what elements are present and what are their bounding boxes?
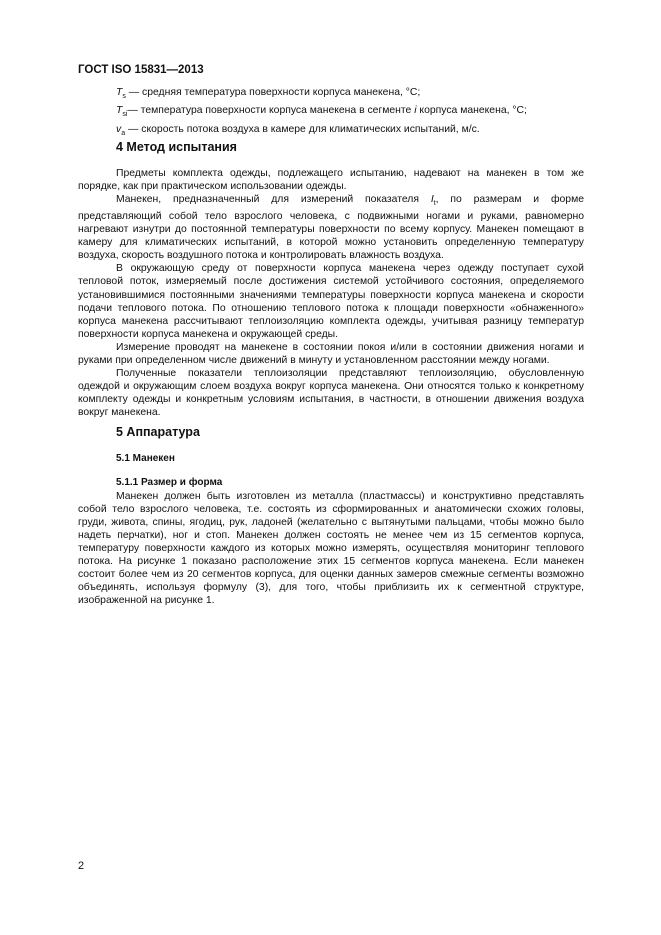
definition-ts: $T_s$ — средняя температура поверхности корпуса манекена, °С; xyxy=(116,87,421,101)
subsection-5-1-heading: 5.1 Манекен xyxy=(116,453,175,464)
definition-va: $v_a$ — скорость потока воздуха в камере для климатических испытаний, м/с. xyxy=(116,123,480,137)
subsection-5-1-1-heading: 5.1.1 Размер и форма xyxy=(116,477,223,488)
section-4-heading: 4 Метод испытания xyxy=(116,140,237,154)
definition-tsi: $T_{si}—$ температура поверхности корпуса манекена в сегменте i корпуса манекена, °С; xyxy=(116,105,527,119)
section-5-heading: 5 Аппаратура xyxy=(116,425,200,439)
paragraph: Манекен, предназначенный для измерений показателя $I_t$, по размерам и форме представляющий собой тело взрослого человека, с подвижными ногами и руками, равномерно нагревают изнутри до постоянной температуры поверхности по всему корпусу. Манекен помещают в камеру для климатических испытаний, в которой можно установить определенную температуру воздуха, скорость воздушного потока и контролировать влажность воздуха. xyxy=(78,194,584,262)
document-header: ГОСТ ISO 15831—2013 xyxy=(78,64,204,76)
paragraph: Измерение проводят на манекене в состоянии покоя и/или в состоянии движения ногами и руками при определенном числе движений в минуту и установленном расстоянии между ногами. xyxy=(78,341,584,366)
paragraph: Полученные показатели теплоизоляции представляют теплоизоляцию, обусловленную одеждой и окружающим слоем воздуха вокруг корпуса манекена. Они относятся только к конкретному комплекту одежды и конкретным условиям испытания, в частности, в отношении движения воздуха вокруг манекена. xyxy=(78,367,584,418)
paragraph: В окружающую среду от поверхности корпуса манекена через одежду поступает сухой тепловой поток, измеряемый после достижения системой устойчивого состояния, определяемого установившимися постоянными значениями температуры поверхности корпуса манекена и скорости подачи теплового потока. По отношению теплового потока к площади поверхности «обнаженного» корпуса манекена рассчитывают теплоизоляцию комплекта одежды, учитывая разницу температур поверхности корпуса манекена и окружающей среды. xyxy=(78,263,584,340)
paragraph: Предметы комплекта одежды, подлежащего испытанию, надевают на манекен в том же порядке, как при практическом использовании одежды. xyxy=(78,168,584,193)
paragraph: Манекен должен быть изготовлен из металла (пластмассы) и конструктивно представлять собой тело взрослого человека, т.е. состоять из сформированных и анатомически схожих головы, груди, живота, спины, ягодиц, рук, ладоней (желательно с вытянутыми пальцами, чтобы можно было надеть перчатки), ног и стоп. Манекен должен состоять не менее чем из 15 сегментов корпуса, температуру поверхности каждого из которых можно измерять, осуществляя мониторинг теплового потока. На рисунке 1 показано расположение этих 15 сегментов корпуса манекена. Если манекен состоит более чем из 20 сегментов корпуса, для оценки данных замеров смежные сегменты возможно объединять, используя формулу (3), для того, чтобы приблизить их к сегментной структуре, изображенной на рисунке 1. xyxy=(78,491,584,607)
symbol-definitions xyxy=(116,86,596,141)
section-4-body xyxy=(78,167,584,419)
section-5-body xyxy=(78,490,584,607)
page-number: 2 xyxy=(78,860,85,872)
